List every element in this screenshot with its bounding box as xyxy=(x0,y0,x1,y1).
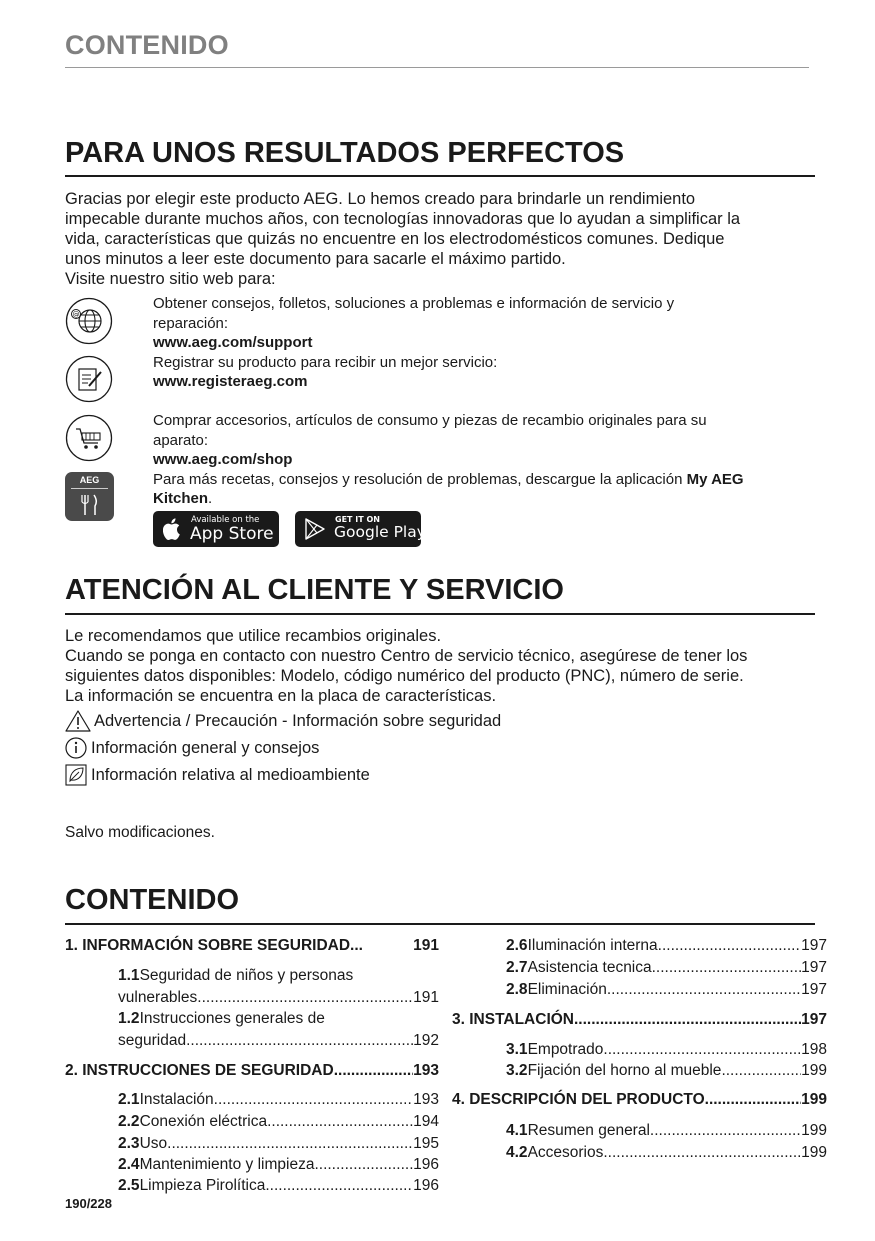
toc-leader xyxy=(334,1060,413,1082)
toc-page-number: 199 xyxy=(801,1062,827,1079)
toc-entry[interactable] xyxy=(118,1175,439,1197)
app-text-body: Para más recetas, consejos y resolución de problemas, descargue la aplicación xyxy=(153,470,687,488)
legend-info xyxy=(65,737,319,759)
toc-leader xyxy=(607,979,801,1001)
toc-leader xyxy=(186,1030,413,1052)
toc-entry-label: Limpieza Pirolítica xyxy=(139,1177,266,1194)
toc-page-number: 196 xyxy=(413,1156,439,1173)
toc-leader xyxy=(167,1133,413,1155)
toc-entry[interactable] xyxy=(506,935,827,957)
aeg-app-icon xyxy=(65,472,114,521)
toc-entry-number: 2.8 xyxy=(506,981,528,998)
toc-leader xyxy=(314,1154,413,1176)
intro-line: impecable durante muchos años, con tecnologías innovadoras que lo ayudan a simplificar la xyxy=(65,210,741,228)
legend-warning xyxy=(65,710,501,732)
toc-leader xyxy=(650,1120,801,1142)
service-line: La información se encuentra en la placa de características. xyxy=(65,687,497,705)
toc-leader xyxy=(574,1009,801,1031)
register-url-link[interactable]: www.registeraeg.com xyxy=(153,373,308,390)
toc-entry[interactable] xyxy=(506,1039,827,1061)
legend-environment-text: Información relativa al medioambiente xyxy=(91,766,370,784)
toc-entry-number: 1.2 xyxy=(118,1010,140,1027)
toc-entry-number: 2.3 xyxy=(118,1135,140,1152)
support-text: Obtener consejos, folletos, soluciones a problemas e información de servicio y xyxy=(153,295,675,312)
toc-entry[interactable] xyxy=(118,965,439,987)
toc-page-number: 198 xyxy=(801,1041,827,1058)
section-title-resultados: PARA UNOS RESULTADOS PERFECTOS xyxy=(65,137,625,169)
toc-page-number: 194 xyxy=(413,1113,439,1130)
google-play-icon xyxy=(304,517,326,541)
toc-page-number: 196 xyxy=(413,1177,439,1194)
googleplay-big-label: Google Play xyxy=(334,523,426,541)
toc-entry-label: seguridad xyxy=(118,1032,187,1049)
toc-page-number: 193 xyxy=(413,1062,439,1079)
web-globe-icon xyxy=(65,297,113,345)
toc-entry-number: 2.2 xyxy=(118,1113,140,1130)
service-line: siguientes datos disponibles: Modelo, código numérico del producto (PNC), número de serie. xyxy=(65,667,744,685)
toc-entry-label: 1. INFORMACIÓN SOBRE SEGURIDAD... xyxy=(65,937,363,954)
info-icon xyxy=(65,737,87,759)
toc-entry-label: Seguridad de niños y personas xyxy=(139,967,354,984)
toc-entry[interactable] xyxy=(452,1009,827,1031)
toc-leader xyxy=(721,1060,801,1082)
toc-entry[interactable] xyxy=(506,979,827,1001)
support-info xyxy=(153,294,823,392)
toc-entry-label: Asistencia tecnica xyxy=(527,959,652,976)
appstore-small-label: Available on the xyxy=(191,515,260,525)
toc-leader xyxy=(603,1142,801,1164)
toc-entry-label: Fijación del horno al mueble xyxy=(527,1062,722,1079)
toc-entry-label: Mantenimiento y limpieza xyxy=(139,1156,315,1173)
shop-text: aparato: xyxy=(153,431,209,449)
legend-environment xyxy=(65,764,370,786)
section-divider xyxy=(65,613,815,615)
header-divider xyxy=(65,67,809,68)
app-text xyxy=(153,489,823,509)
shopping-cart-icon xyxy=(65,414,113,462)
shop-info xyxy=(153,411,823,509)
subject-to-change-note: Salvo modificaciones. xyxy=(65,824,215,841)
toc-entry-label: 4. DESCRIPCIÓN DEL PRODUCTO xyxy=(452,1091,705,1108)
intro-line: Gracias por elegir este producto AEG. Lo hemos creado para brindarle un rendimiento xyxy=(65,190,696,208)
toc-entry[interactable] xyxy=(118,1133,439,1155)
customer-service-paragraph xyxy=(65,626,815,706)
toc-entry-number: 2.4 xyxy=(118,1156,140,1173)
toc-entry[interactable] xyxy=(65,935,439,957)
toc-entry-label: Instalación xyxy=(139,1091,214,1108)
toc-entry[interactable] xyxy=(118,1089,439,1111)
warning-triangle-icon xyxy=(65,710,91,732)
toc-entry-number: 2.1 xyxy=(118,1091,140,1108)
toc-entry-label: Uso xyxy=(139,1135,168,1152)
toc-entry-label: 2. INSTRUCCIONES DE SEGURIDAD xyxy=(65,1062,334,1079)
toc-entry[interactable] xyxy=(506,1060,827,1082)
toc-entry-number: 2.7 xyxy=(506,959,528,976)
service-line: Le recomendamos que utilice recambios originales. xyxy=(65,627,442,645)
shop-url-link[interactable]: www.aeg.com/shop xyxy=(153,451,293,468)
app-name: Kitchen xyxy=(153,490,209,507)
toc-page-number: 199 xyxy=(801,1091,827,1108)
shop-text: Comprar accesorios, artículos de consumo y piezas de recambio originales para su xyxy=(153,412,707,429)
page-number: 190/228 xyxy=(65,1196,112,1211)
app-name: My AEG xyxy=(686,470,744,488)
intro-line: Visite nuestro sitio web para: xyxy=(65,270,276,288)
toc-entry-number: 2.6 xyxy=(506,937,528,954)
toc-page-number: 197 xyxy=(801,981,827,998)
aeg-badge-label: AEG xyxy=(79,475,100,485)
app-store-button[interactable] xyxy=(153,511,279,547)
toc-page-number: 192 xyxy=(413,1032,439,1049)
toc-page-number: 193 xyxy=(413,1091,439,1108)
support-text: reparación: xyxy=(153,314,229,332)
app-period: . xyxy=(208,490,213,507)
toc-entry-label: Accesorios xyxy=(527,1144,604,1161)
toc-entry-label: 3. INSTALACIÓN xyxy=(452,1011,574,1028)
toc-entry-label: Empotrado xyxy=(527,1041,604,1058)
toc-entry[interactable] xyxy=(452,1089,827,1111)
toc-entry-label: Resumen general xyxy=(527,1122,650,1139)
toc-entry-number: 3.2 xyxy=(506,1062,528,1079)
legend-info-text: Información general y consejos xyxy=(91,739,320,757)
toc-entry[interactable] xyxy=(118,1111,439,1133)
toc-entry[interactable] xyxy=(118,1154,439,1176)
toc-entry[interactable] xyxy=(118,1030,439,1052)
toc-entry-number: 4.2 xyxy=(506,1144,528,1161)
service-line: Cuando se ponga en contacto con nuestro Centro de servicio técnico, asegúrese de tener los xyxy=(65,647,748,665)
section-divider xyxy=(65,923,815,925)
toc-entry[interactable] xyxy=(118,987,439,1009)
intro-line: unos minutos a leer este documento para sacarle el máximo partido. xyxy=(65,250,566,268)
toc-entry-number: 2.5 xyxy=(118,1177,140,1194)
support-url-link[interactable]: www.aeg.com/support xyxy=(153,334,313,351)
toc-leader xyxy=(267,1111,413,1133)
toc-entry-label: Instrucciones generales de xyxy=(139,1010,325,1027)
toc-entry-label: Eliminación xyxy=(527,981,607,998)
toc-leader xyxy=(603,1039,801,1061)
toc-page-number: 197 xyxy=(801,959,827,976)
intro-line: vida, características que quizás no encuentre en los electrodomésticos comunes. Dedique xyxy=(65,230,725,248)
toc-leader xyxy=(214,1089,413,1111)
toc-entry[interactable] xyxy=(506,1120,827,1142)
leaf-icon xyxy=(65,764,87,786)
app-text xyxy=(153,470,823,490)
toc-leader xyxy=(705,1089,801,1111)
toc-entry[interactable] xyxy=(506,1142,827,1164)
toc-entry[interactable] xyxy=(118,1008,439,1030)
toc-leader xyxy=(658,935,801,957)
toc-page-number: 197 xyxy=(801,937,827,954)
section-title-atencion: ATENCIÓN AL CLIENTE Y SERVICIO xyxy=(65,574,564,606)
toc-entry[interactable] xyxy=(65,1060,439,1082)
toc-leader xyxy=(265,1175,413,1197)
register-text: Registrar su producto para recibir un mejor servicio: xyxy=(153,353,498,371)
toc-leader xyxy=(652,957,802,979)
toc-page-number: 195 xyxy=(413,1135,439,1152)
page-header-title: CONTENIDO xyxy=(65,30,229,60)
intro-paragraph xyxy=(65,189,815,289)
googleplay-small-label: GET IT ON xyxy=(335,515,380,524)
appstore-big-label: App Store xyxy=(190,524,274,544)
toc-page-number: 199 xyxy=(801,1144,827,1161)
toc-entry-number: 1.1 xyxy=(118,967,140,984)
toc-page-number: 197 xyxy=(801,1011,827,1028)
toc-page-number: 191 xyxy=(413,989,439,1006)
toc-entry[interactable] xyxy=(506,957,827,979)
apple-icon xyxy=(163,518,183,540)
toc-page-number: 191 xyxy=(413,937,439,954)
toc-page-number: 199 xyxy=(801,1122,827,1139)
toc-entry-number: 3.1 xyxy=(506,1041,528,1058)
section-title-contenido: CONTENIDO xyxy=(65,884,239,916)
toc-entry-label: Conexión eléctrica xyxy=(139,1113,268,1130)
section-divider xyxy=(65,175,815,177)
cutlery-icon xyxy=(79,493,101,517)
toc-entry-label: Iluminación interna xyxy=(527,937,658,954)
aeg-badge-divider xyxy=(71,488,108,489)
toc-entry-number: 4.1 xyxy=(506,1122,528,1139)
register-form-icon xyxy=(65,355,113,403)
legend-warning-text: Advertencia / Precaución - Información sobre seguridad xyxy=(94,712,502,730)
svg-text:@: @ xyxy=(72,310,80,319)
toc-leader xyxy=(197,987,413,1009)
google-play-button[interactable] xyxy=(295,511,426,547)
toc-entry-label: vulnerables xyxy=(118,989,198,1006)
